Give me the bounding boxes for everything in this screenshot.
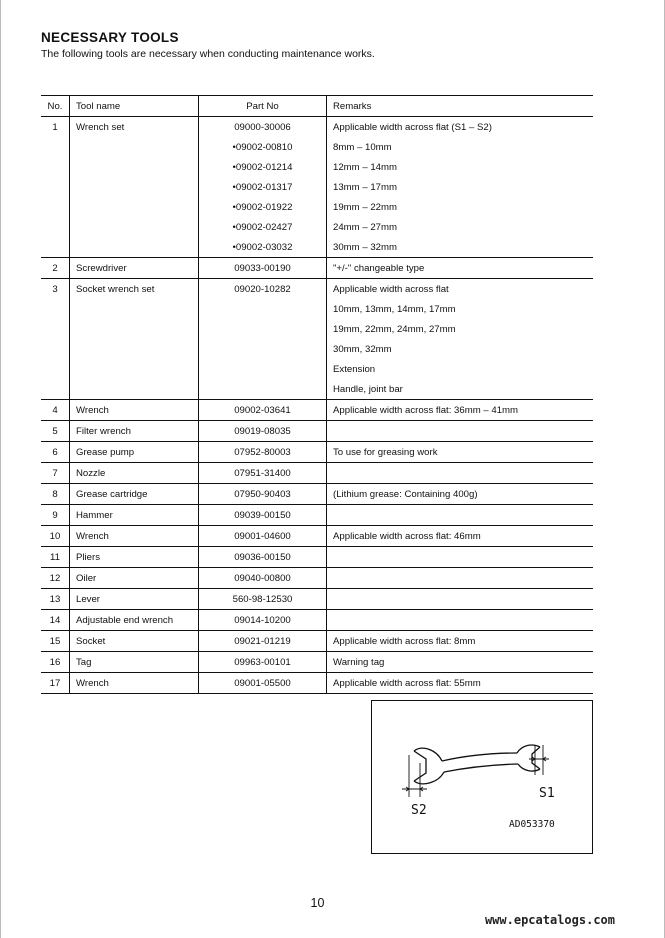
cell-part-no: 09036-00150 — [199, 547, 327, 568]
cell-tool-name: Tag — [70, 652, 199, 673]
cell-remarks: 30mm – 32mm — [327, 237, 594, 258]
cell-no: 5 — [41, 421, 70, 442]
cell-part-no: 07952-80003 — [199, 442, 327, 463]
cell-tool-name — [70, 299, 199, 319]
cell-remarks: Applicable width across flat: 46mm — [327, 526, 594, 547]
cell-tool-name — [70, 237, 199, 258]
cell-part-no: 09039-00150 — [199, 505, 327, 526]
table-row — [41, 237, 593, 258]
cell-part-no: 09033-00190 — [199, 258, 327, 279]
cell-tool-name: Lever — [70, 589, 199, 610]
cell-part-no: 09963-00101 — [199, 652, 327, 673]
cell-tool-name: Wrench — [70, 673, 199, 694]
cell-tool-name: Grease pump — [70, 442, 199, 463]
cell-tool-name — [70, 319, 199, 339]
cell-remarks — [327, 589, 594, 610]
cell-tool-name: Grease cartridge — [70, 484, 199, 505]
table-row — [41, 197, 593, 217]
page-subtitle: The following tools are necessary when conducting maintenance works. — [41, 48, 375, 60]
table-row — [41, 505, 593, 526]
table-row — [41, 652, 593, 673]
label-s2: S2 — [411, 803, 427, 818]
label-s1: S1 — [539, 786, 555, 801]
cell-remarks: Extension — [333, 363, 376, 375]
cell-part-no: •09002-03032 — [199, 237, 327, 258]
cell-no — [41, 137, 70, 157]
cell-remarks: 10mm, 13mm, 14mm, 17mm — [333, 303, 456, 315]
table-row — [41, 279, 593, 300]
page-title: NECESSARY TOOLS — [41, 30, 179, 45]
cell-no — [41, 359, 70, 379]
cell-no: 12 — [41, 568, 70, 589]
cell-no: 15 — [41, 631, 70, 652]
cell-no: 8 — [41, 484, 70, 505]
cell-remarks: 8mm – 10mm — [333, 141, 392, 153]
wrench-figure — [371, 700, 593, 854]
cell-tool-name — [70, 359, 199, 379]
table-row — [41, 400, 593, 421]
cell-tool-name: Adjustable end wrench — [70, 610, 199, 631]
table-row — [41, 137, 593, 157]
cell-remarks — [327, 463, 594, 484]
cell-remarks: Applicable width across flat (S1 – S2) — [333, 121, 492, 133]
cell-remarks: (Lithium grease: Containing 400g) — [327, 484, 594, 505]
cell-no — [41, 177, 70, 197]
table-row — [41, 631, 593, 652]
table-row — [41, 568, 593, 589]
figure-code: AD053370 — [509, 819, 555, 830]
cell-remarks: 30mm, 32mm — [333, 343, 392, 355]
cell-remarks: 19mm – 22mm — [333, 201, 397, 213]
cell-no: 3 — [41, 279, 70, 300]
cell-remarks: Handle, joint bar — [327, 379, 594, 400]
header-tool-name: Tool name — [70, 96, 199, 117]
cell-remarks: Applicable width across flat: 8mm — [327, 631, 594, 652]
cell-tool-name — [70, 339, 199, 359]
table-row — [41, 258, 593, 279]
cell-tool-name — [70, 177, 199, 197]
cell-no: 11 — [41, 547, 70, 568]
cell-no: 6 — [41, 442, 70, 463]
cell-part-no: •09002-02427 — [199, 217, 327, 237]
cell-no — [41, 299, 70, 319]
cell-part-no: •09002-01214 — [199, 157, 327, 177]
table-row — [41, 610, 593, 631]
cell-tool-name: Wrench set — [70, 117, 199, 138]
cell-tool-name — [70, 379, 199, 400]
table-row — [41, 442, 593, 463]
cell-part-no: 09000-30006 — [199, 117, 327, 138]
table-row — [41, 299, 593, 319]
open-end-wrench-icon — [372, 701, 594, 855]
table-row — [41, 526, 593, 547]
cell-part-no: •09002-00810 — [199, 137, 327, 157]
cell-remarks: Applicable width across flat: 36mm – 41mm — [327, 400, 594, 421]
cell-tool-name: Wrench — [70, 400, 199, 421]
cell-tool-name: Oiler — [70, 568, 199, 589]
cell-no — [41, 379, 70, 400]
table-row — [41, 673, 593, 694]
cell-part-no: 09019-08035 — [199, 421, 327, 442]
page-edge-left — [0, 0, 1, 938]
cell-part-no: 09002-03641 — [199, 400, 327, 421]
cell-tool-name: Filter wrench — [70, 421, 199, 442]
cell-remarks: 24mm – 27mm — [333, 221, 397, 233]
table-row — [41, 157, 593, 177]
cell-remarks — [327, 505, 594, 526]
cell-part-no: •09002-01922 — [199, 197, 327, 217]
cell-tool-name: Socket wrench set — [70, 279, 199, 300]
table-header-row — [41, 96, 593, 117]
cell-part-no — [199, 359, 327, 379]
cell-tool-name — [70, 217, 199, 237]
cell-no: 13 — [41, 589, 70, 610]
cell-part-no: 07951-31400 — [199, 463, 327, 484]
table-row — [41, 463, 593, 484]
table-row — [41, 589, 593, 610]
watermark: www.epcatalogs.com — [484, 913, 615, 927]
cell-no: 10 — [41, 526, 70, 547]
cell-remarks: 13mm – 17mm — [333, 181, 397, 193]
cell-part-no: 09014-10200 — [199, 610, 327, 631]
cell-remarks: To use for greasing work — [327, 442, 594, 463]
cell-remarks: Applicable width across flat: 55mm — [327, 673, 594, 694]
header-part-no: Part No — [199, 96, 327, 117]
cell-no: 9 — [41, 505, 70, 526]
cell-no — [41, 197, 70, 217]
cell-no: 2 — [41, 258, 70, 279]
header-remarks: Remarks — [327, 96, 594, 117]
cell-no: 4 — [41, 400, 70, 421]
cell-no: 17 — [41, 673, 70, 694]
cell-remarks: Applicable width across flat — [333, 283, 449, 295]
table-row — [41, 217, 593, 237]
table-row — [41, 484, 593, 505]
table-row — [41, 359, 593, 379]
cell-remarks: Warning tag — [327, 652, 594, 673]
table-row — [41, 421, 593, 442]
header-no: No. — [41, 96, 70, 117]
cell-no: 14 — [41, 610, 70, 631]
cell-tool-name — [70, 137, 199, 157]
cell-tool-name: Hammer — [70, 505, 199, 526]
table-row — [41, 117, 593, 138]
cell-tool-name: Pliers — [70, 547, 199, 568]
cell-no: 7 — [41, 463, 70, 484]
cell-remarks: 12mm – 14mm — [333, 161, 397, 173]
cell-remarks — [327, 568, 594, 589]
cell-no — [41, 217, 70, 237]
tools-table — [41, 95, 593, 694]
cell-tool-name: Socket — [70, 631, 199, 652]
table-row — [41, 547, 593, 568]
cell-part-no — [199, 319, 327, 339]
cell-remarks — [327, 421, 594, 442]
cell-part-no: 09040-00800 — [199, 568, 327, 589]
page-number: 10 — [310, 896, 325, 910]
cell-remarks — [327, 547, 594, 568]
cell-remarks — [327, 610, 594, 631]
table-row — [41, 177, 593, 197]
cell-no — [41, 237, 70, 258]
cell-no — [41, 157, 70, 177]
table-row — [41, 379, 593, 400]
table-row — [41, 319, 593, 339]
cell-no — [41, 339, 70, 359]
cell-tool-name — [70, 157, 199, 177]
cell-tool-name — [70, 197, 199, 217]
cell-tool-name: Screwdriver — [70, 258, 199, 279]
cell-part-no — [199, 379, 327, 400]
cell-no: 1 — [41, 117, 70, 138]
cell-remarks: "+/-" changeable type — [327, 258, 594, 279]
table-row — [41, 339, 593, 359]
cell-tool-name: Nozzle — [70, 463, 199, 484]
cell-part-no: 560-98-12530 — [199, 589, 327, 610]
cell-remarks: 19mm, 22mm, 24mm, 27mm — [333, 323, 456, 335]
cell-part-no: 09020-10282 — [199, 279, 327, 300]
cell-part-no: 09001-05500 — [199, 673, 327, 694]
table-body — [41, 117, 593, 694]
cell-part-no — [199, 299, 327, 319]
cell-tool-name: Wrench — [70, 526, 199, 547]
cell-part-no: 07950-90403 — [199, 484, 327, 505]
cell-part-no — [199, 339, 327, 359]
cell-part-no: •09002-01317 — [199, 177, 327, 197]
cell-no: 16 — [41, 652, 70, 673]
cell-no — [41, 319, 70, 339]
cell-part-no: 09021-01219 — [199, 631, 327, 652]
cell-part-no: 09001-04600 — [199, 526, 327, 547]
